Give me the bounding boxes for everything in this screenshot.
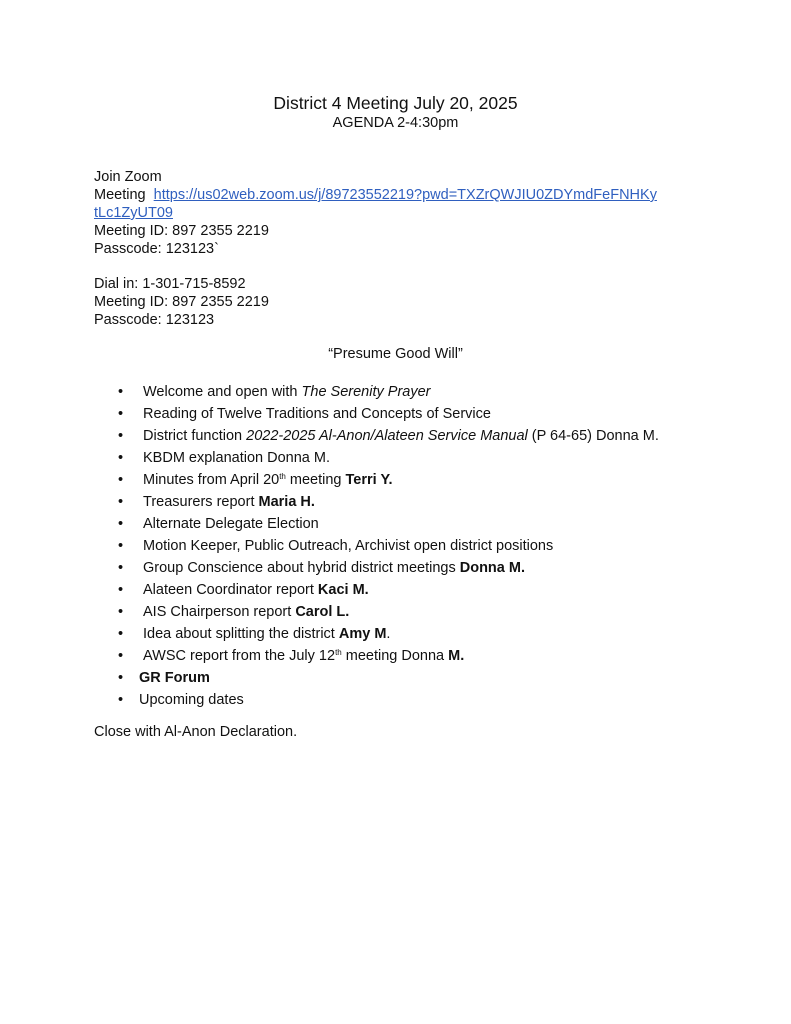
bullet-icon: • [118,516,124,532]
zoom-meeting-id: Meeting ID: 897 2355 2219 [94,223,269,239]
agenda-item-text [143,493,315,511]
bold-name: Donna M. [459,560,525,576]
dial-in-number: Dial in: 1-301-715-8592 [94,276,246,292]
bullet-icon: • [118,582,124,598]
join-zoom-label: Join Zoom [94,169,162,185]
dial-in-info [94,275,269,329]
item-text-segment: Reading of Twelve Traditions and Concepts of Service [143,406,491,422]
closing-line: Close with Al-Anon Declaration. [94,724,298,740]
item-text-segment: Motion Keeper, Public Outreach, Archivist open district positions [143,538,554,554]
item-text-segment: AIS Chairperson report [143,604,296,620]
item-text-segment: KBDM explanation Donna M. [143,450,330,466]
item-text-segment: Welcome and open with [143,384,302,400]
document-title: District 4 Meeting July 20, 2025 [273,93,518,113]
meeting-label: Meeting [94,187,146,203]
item-text-segment: meeting Donna [341,648,449,664]
agenda-item-text [143,537,553,555]
zoom-passcode: Passcode: 123123` [94,241,219,257]
bold-name: Carol L. [295,604,350,620]
bold-name: Amy M [338,626,387,642]
ordinal-suffix: th [279,472,286,481]
item-text-segment: AWSC report from the July 12 [143,648,336,664]
zoom-link-continued[interactable]: tLc1ZyUT09 [94,205,173,221]
item-text-segment: Idea about splitting the district [143,626,339,642]
bullet-icon: • [118,626,124,642]
bullet-icon: • [118,538,124,554]
agenda-item-text [143,405,491,423]
agenda-item-text [143,449,330,467]
meeting-link-line [94,186,657,204]
bold-name: Maria H. [258,494,315,510]
agenda-item-text [143,625,390,643]
zoom-link[interactable]: https://us02web.zoom.us/j/89723552219?pwd=TXZrQWJIU0ZDYmdFeFNHKy [153,187,657,203]
bold-name: Kaci M. [317,582,369,598]
agenda-item-text [143,427,659,445]
bullet-icon: • [118,406,124,422]
bullet-icon: • [118,648,124,664]
item-text-segment: meeting [285,472,346,488]
agenda-item-text [143,647,464,665]
dial-passcode: Passcode: 123123 [94,312,215,328]
bullet-icon: • [118,604,124,620]
agenda-item-text [139,691,244,709]
zoom-link-continued-line [94,204,657,222]
agenda-item-text [143,581,369,599]
item-text-segment: . [386,626,391,642]
item-text-segment: Group Conscience about hybrid district meetings [143,560,460,576]
agenda-item-text [143,603,349,621]
agenda-item-text [143,383,430,401]
agenda-item-text [143,559,525,577]
agenda-item-text [143,471,393,489]
italic-text: 2022-2025 Al-Anon/Alateen Service Manual [246,428,528,444]
item-text-segment: Alternate Delegate Election [143,516,319,532]
bullet-icon: • [118,692,124,708]
item-text-segment: District function [143,428,247,444]
dial-meeting-id: Meeting ID: 897 2355 2219 [94,294,269,310]
bullet-icon: • [118,450,124,466]
ordinal-suffix: th [335,648,342,657]
italic-text: The Serenity Prayer [301,384,431,400]
item-text-segment: Minutes from April 20 [143,472,280,488]
bold-name: Terri Y. [345,472,393,488]
bullet-icon: • [118,428,124,444]
motto: “Presume Good Will” [328,346,463,362]
bullet-icon: • [118,472,124,488]
document-subtitle: AGENDA 2-4:30pm [332,115,459,131]
item-text-segment: Upcoming dates [139,692,244,708]
item-text-segment: Treasurers report [143,494,259,510]
zoom-info [94,168,657,258]
bold-name: GR Forum [139,670,210,686]
bullet-icon: • [118,560,124,576]
bold-name: M. [448,648,465,664]
bullet-icon: • [118,670,124,686]
agenda-item-text [139,669,210,687]
bullet-icon: • [118,494,124,510]
agenda-item-text [143,515,319,533]
bullet-icon: • [118,384,124,400]
item-text-segment: Alateen Coordinator report [143,582,318,598]
item-text-segment: (P 64-65) Donna M. [527,428,659,444]
